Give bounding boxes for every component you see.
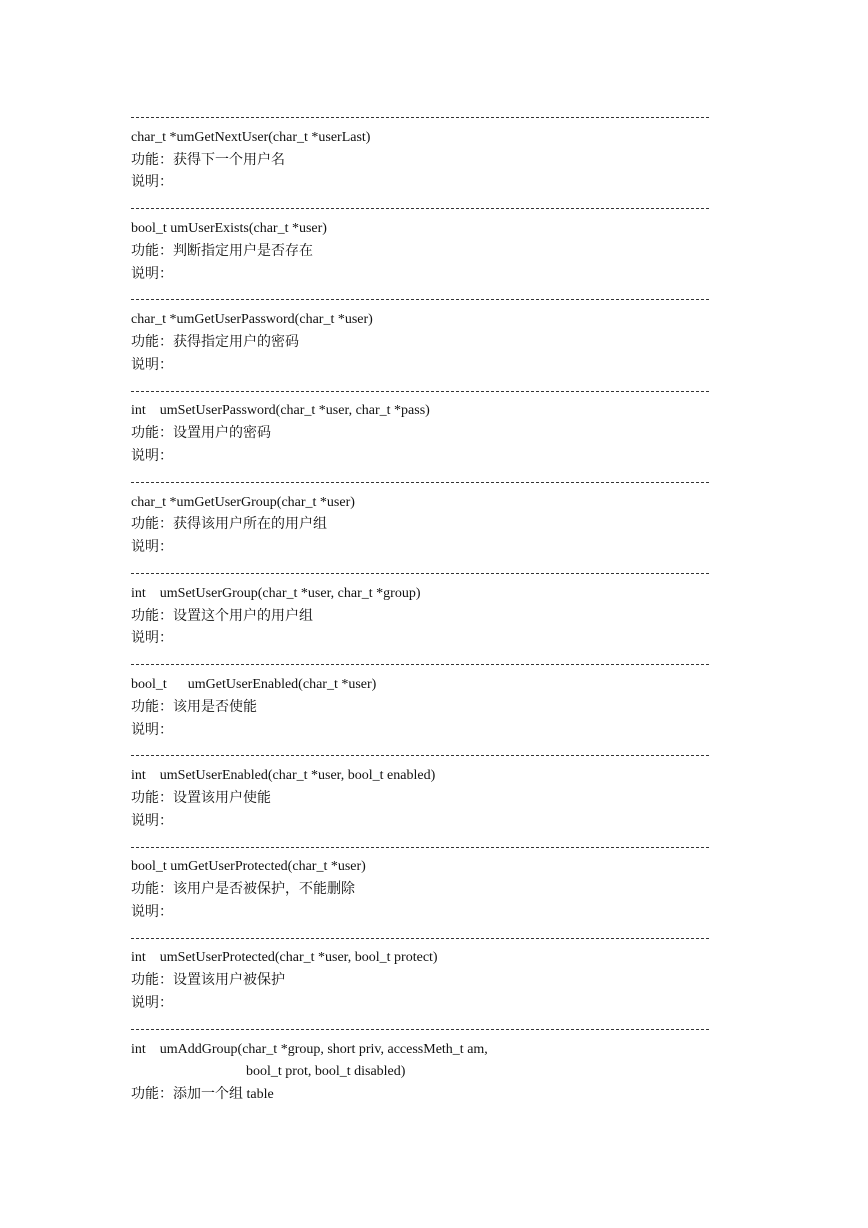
- api-entry-user-exists: [131, 195, 709, 286]
- api-entry-get-next-user: [131, 104, 709, 195]
- function-description: 功能：判断指定用户是否存在: [131, 243, 313, 259]
- dashed-divider: [131, 286, 709, 309]
- dashed-divider: [131, 378, 709, 401]
- function-signature: char_t *umGetUserPassword(char_t *user): [131, 312, 373, 328]
- api-entry-set-user-group: [131, 560, 709, 651]
- api-entry-set-user-protected: [131, 925, 709, 1016]
- function-description: 功能：该用是否使能: [131, 699, 257, 715]
- function-signature: bool_t umUserExists(char_t *user): [131, 220, 327, 236]
- function-description: 功能：设置该用户被保护: [131, 973, 285, 989]
- function-note: 说明：: [131, 357, 173, 373]
- function-note: 说明：: [131, 813, 173, 829]
- function-signature: char_t *umGetUserGroup(char_t *user): [131, 494, 355, 510]
- api-entry-get-user-password: [131, 286, 709, 377]
- function-description: 功能：获得该用户所在的用户组: [131, 517, 327, 533]
- function-signature: bool_t umGetUserProtected(char_t *user): [131, 859, 366, 875]
- function-note: 说明：: [131, 904, 173, 920]
- dashed-divider: [131, 925, 709, 948]
- function-description: 功能：设置该用户使能: [131, 790, 271, 806]
- function-note: 说明：: [131, 631, 173, 647]
- dashed-divider: [131, 651, 709, 674]
- api-entry-get-user-protected: [131, 834, 709, 925]
- function-note: 说明：: [131, 175, 173, 191]
- api-entry-get-user-enabled: [131, 651, 709, 742]
- function-signature: int umSetUserEnabled(char_t *user, bool_t enabled): [131, 768, 436, 784]
- function-description: 功能：获得指定用户的密码: [131, 334, 299, 350]
- dashed-divider: [131, 742, 709, 765]
- api-entry-set-user-password: [131, 378, 709, 469]
- function-note: 说明：: [131, 996, 173, 1012]
- dashed-divider: [131, 469, 709, 492]
- dashed-divider: [131, 104, 709, 127]
- dashed-divider: [131, 560, 709, 583]
- dashed-divider: [131, 1016, 709, 1039]
- api-entry-add-group: [131, 1016, 709, 1107]
- function-note: 说明：: [131, 266, 173, 282]
- dashed-divider: [131, 834, 709, 857]
- function-note: 说明：: [131, 722, 173, 738]
- function-note: 说明：: [131, 448, 173, 464]
- function-signature-continuation: bool_t prot, bool_t disabled): [246, 1064, 406, 1080]
- function-signature: int umSetUserGroup(char_t *user, char_t *group): [131, 585, 421, 601]
- function-description: 功能：该用户是否被保护，不能删除: [131, 882, 355, 898]
- function-signature: int umSetUserPassword(char_t *user, char_t *pass): [131, 403, 430, 419]
- function-signature: char_t *umGetNextUser(char_t *userLast): [131, 129, 371, 145]
- function-description: 功能：设置这个用户的用户组: [131, 608, 313, 624]
- document-page: [131, 104, 709, 1107]
- api-entry-set-user-enabled: [131, 742, 709, 833]
- function-signature: bool_t umGetUserEnabled(char_t *user): [131, 676, 377, 692]
- api-entry-get-user-group: [131, 469, 709, 560]
- dashed-divider: [131, 195, 709, 218]
- function-note: 说明：: [131, 540, 173, 556]
- function-description: 功能：设置用户的密码: [131, 426, 271, 442]
- function-signature: int umAddGroup(char_t *group, short priv, accessMeth_t am,: [131, 1041, 488, 1057]
- function-signature: int umSetUserProtected(char_t *user, bool_t protect): [131, 950, 438, 966]
- function-description: 功能：获得下一个用户名: [131, 152, 285, 168]
- function-description: 功能：添加一个组 table: [131, 1087, 274, 1103]
